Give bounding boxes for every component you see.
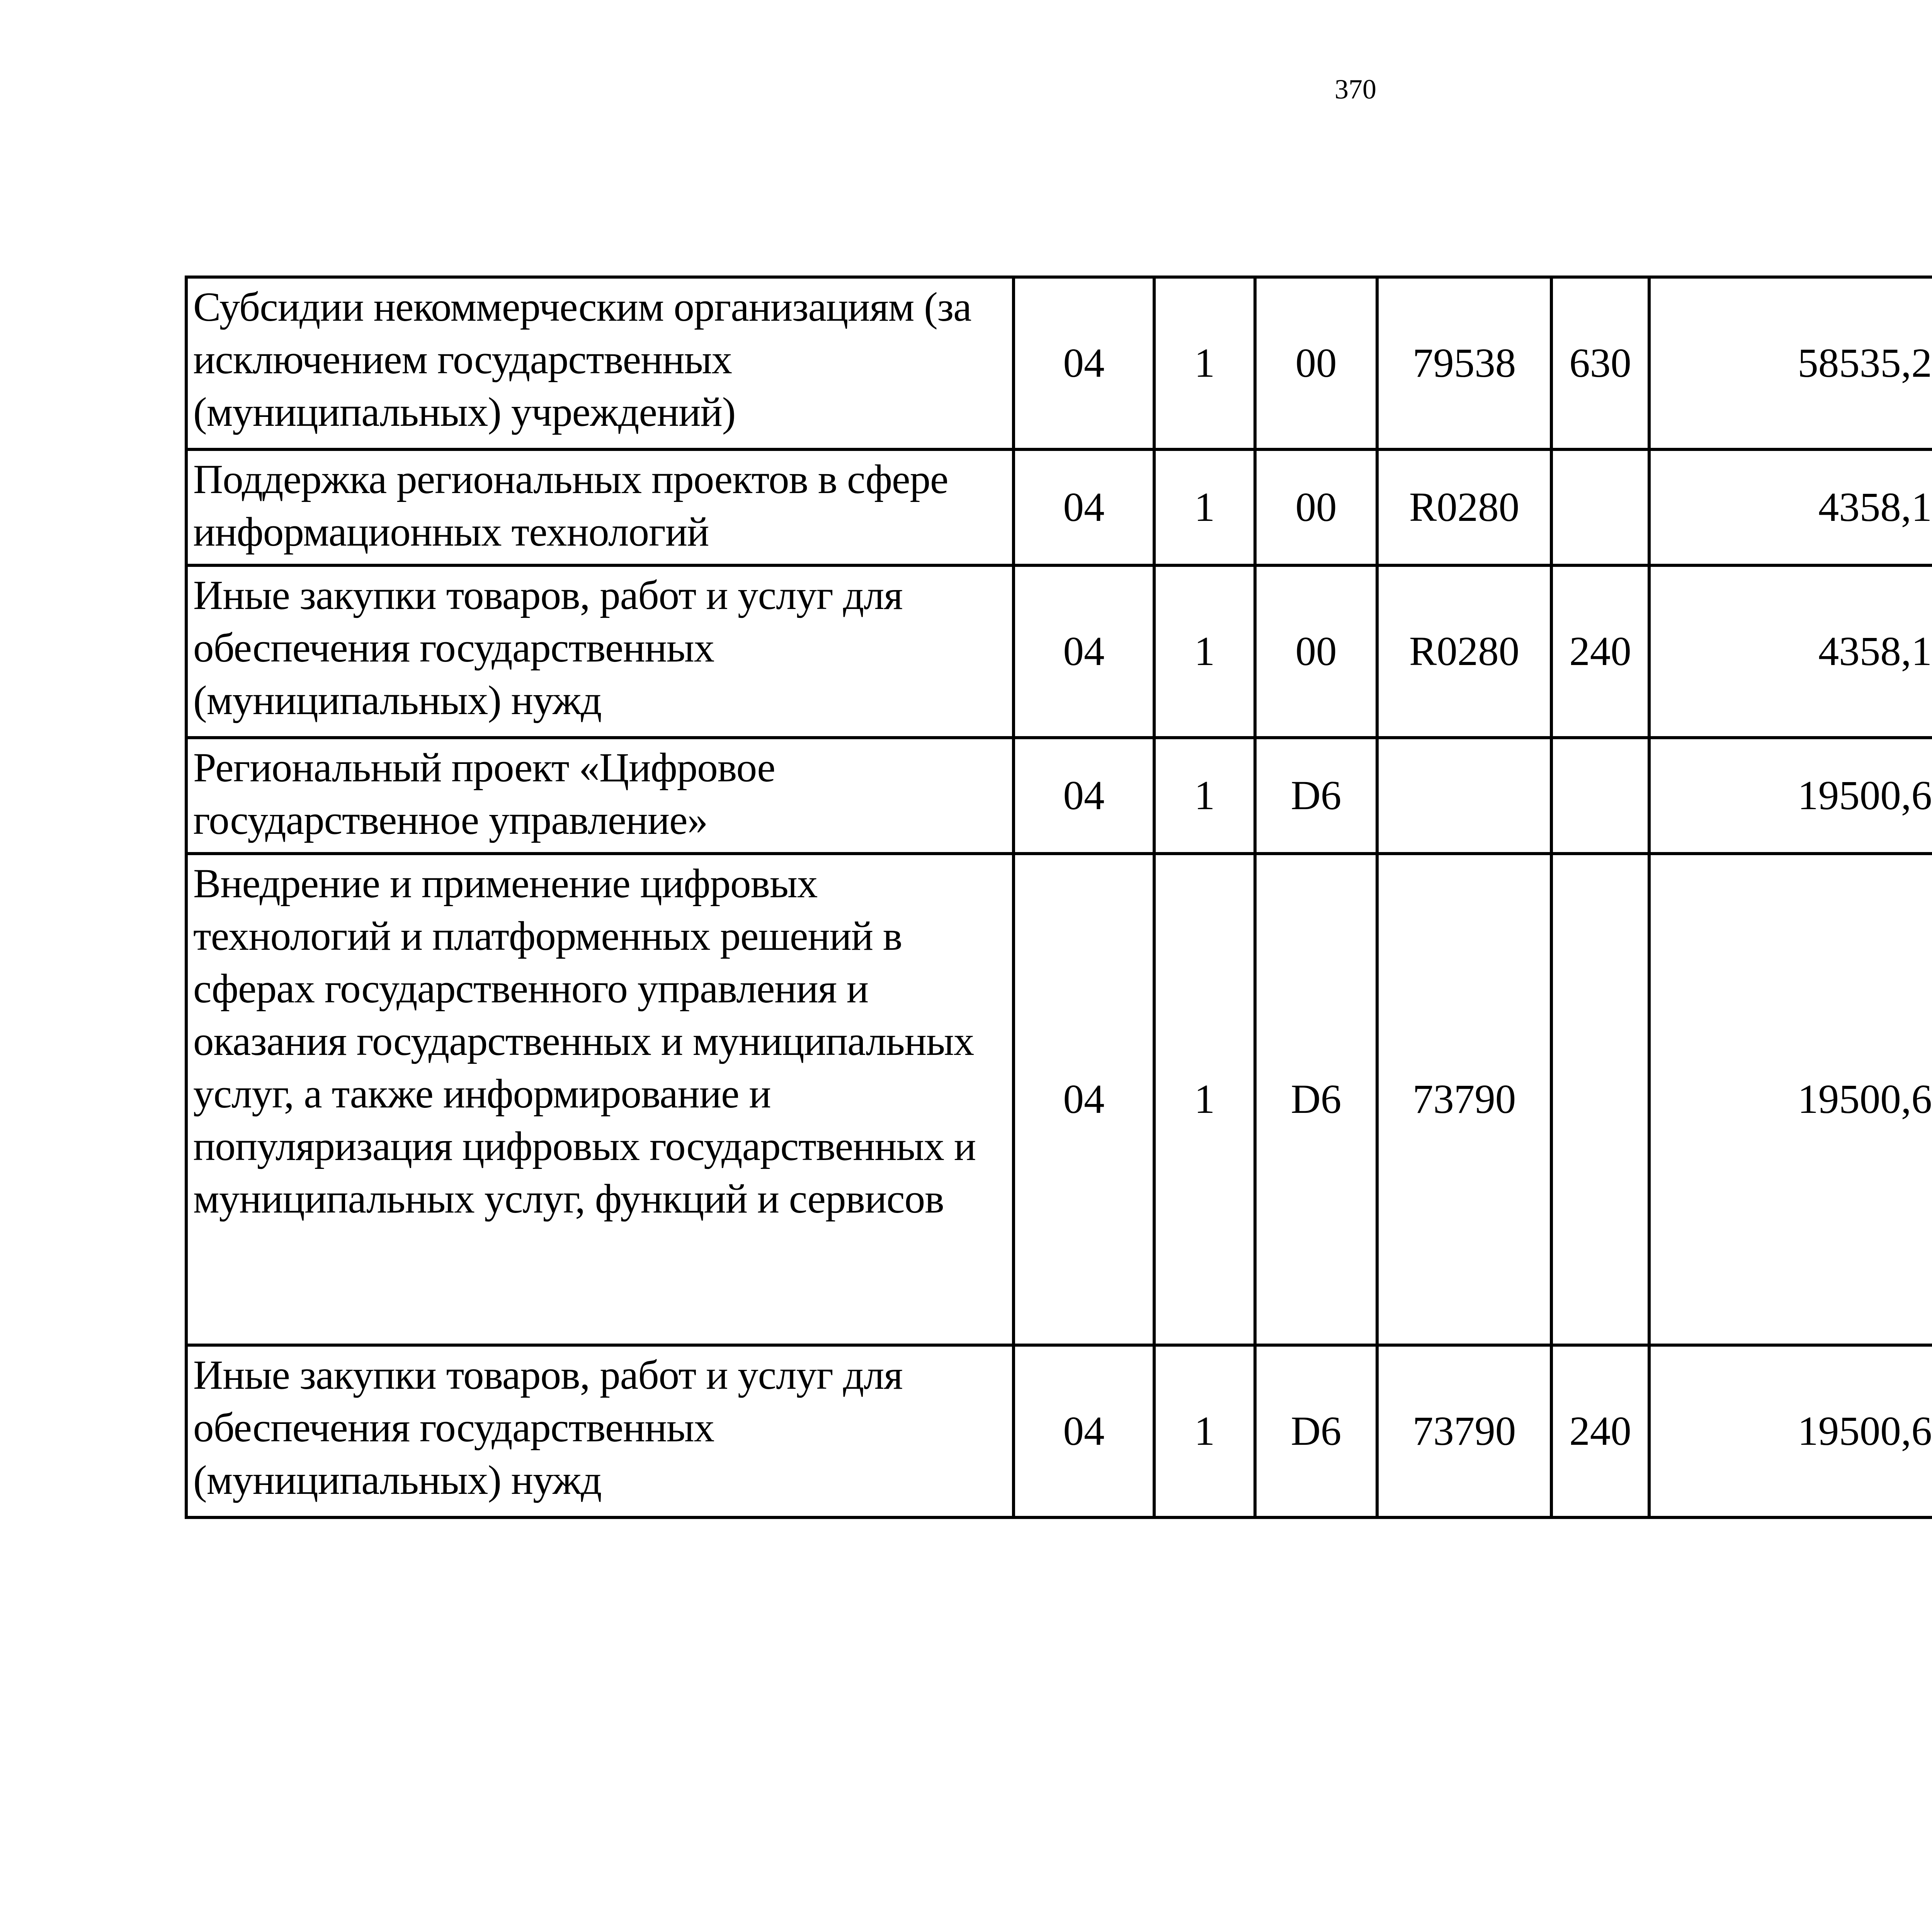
expense-type-cell: 630 (1551, 277, 1649, 449)
expense-type-cell: 240 (1551, 1345, 1649, 1517)
expense-type-cell: 240 (1551, 565, 1649, 738)
section-code-cell: 04 (1014, 565, 1154, 738)
expense-type-cell (1551, 449, 1649, 565)
amount-year1-cell: 4358,1 (1649, 449, 1932, 565)
section-code-cell: 04 (1014, 854, 1154, 1345)
row-name-cell: Иные закупки товаров, работ и услуг для обеспечения государственных (муниципальных) нужд (186, 565, 1014, 738)
row-name-cell: Внедрение и применение цифровых технологий и платформенных решений в сферах государственного управления и оказания государственных и муниципальных услуг, а также информирование и популяризация цифровых государственных и муниципальных услуг, функций и сервисов (186, 854, 1014, 1345)
subsection-code-cell: 1 (1154, 1345, 1255, 1517)
table-row (186, 277, 1932, 449)
program-code-cell: D6 (1255, 854, 1377, 1345)
row-name-cell: Региональный проект «Цифровое государственное управление» (186, 738, 1014, 854)
table-row (186, 854, 1932, 1345)
section-code-cell: 04 (1014, 277, 1154, 449)
subsection-code-cell: 1 (1154, 277, 1255, 449)
section-code-cell: 04 (1014, 449, 1154, 565)
table-row (186, 1345, 1932, 1517)
target-code-cell: R0280 (1377, 565, 1551, 738)
amount-year1-cell: 19500,6 (1649, 1345, 1932, 1517)
page-number: 370 (1335, 74, 1376, 105)
program-code-cell: D6 (1255, 1345, 1377, 1517)
amount-year1-cell: 4358,1 (1649, 565, 1932, 738)
target-code-cell: R0280 (1377, 449, 1551, 565)
row-name-cell: Поддержка региональных проектов в сфере информационных технологий (186, 449, 1014, 565)
amount-year1-cell: 19500,6 (1649, 738, 1932, 854)
budget-table (185, 276, 1932, 1519)
table-row (186, 565, 1932, 738)
target-code-cell: 73790 (1377, 854, 1551, 1345)
table-row (186, 738, 1932, 854)
table-row (186, 449, 1932, 565)
subsection-code-cell: 1 (1154, 738, 1255, 854)
program-code-cell: 00 (1255, 277, 1377, 449)
amount-year1-cell: 58535,2 (1649, 277, 1932, 449)
expense-type-cell (1551, 854, 1649, 1345)
program-code-cell: D6 (1255, 738, 1377, 854)
row-name-cell: Субсидии некоммерческим организациям (за исключением государственных (муниципальных) учреждений) (186, 277, 1014, 449)
subsection-code-cell: 1 (1154, 565, 1255, 738)
program-code-cell: 00 (1255, 565, 1377, 738)
target-code-cell: 79538 (1377, 277, 1551, 449)
subsection-code-cell: 1 (1154, 449, 1255, 565)
target-code-cell (1377, 738, 1551, 854)
subsection-code-cell: 1 (1154, 854, 1255, 1345)
expense-type-cell (1551, 738, 1649, 854)
row-name-cell: Иные закупки товаров, работ и услуг для обеспечения государственных (муниципальных) нужд (186, 1345, 1014, 1517)
program-code-cell: 00 (1255, 449, 1377, 565)
section-code-cell: 04 (1014, 738, 1154, 854)
section-code-cell: 04 (1014, 1345, 1154, 1517)
amount-year1-cell: 19500,6 (1649, 854, 1932, 1345)
target-code-cell: 73790 (1377, 1345, 1551, 1517)
